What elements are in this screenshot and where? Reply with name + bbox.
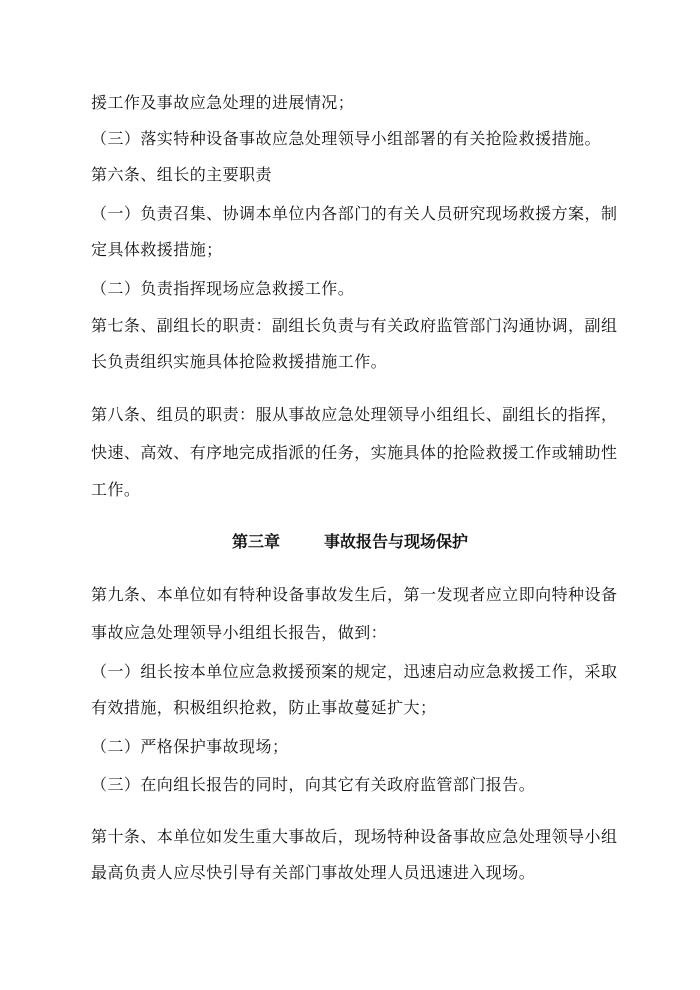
text-line: （二）负责指挥现场应急救援工作。 <box>91 279 355 298</box>
article-9-text: 第九条、本单位如有特种设备事故发生后，第一发现者应立即向特种设备 <box>91 585 618 604</box>
text-line: （二）严格保护事故现场； <box>91 737 289 756</box>
text-line: 定具体救援措施； <box>91 240 223 259</box>
text-line: （一）组长按本单位应急救援预案的规定，迅速启动应急救援工作，采取 <box>91 662 618 681</box>
text-line: 援工作及事故应急处理的进展情况； <box>91 93 355 112</box>
article-10-text: 第十条、本单位如发生重大事故后，现场特种设备事故应急处理领导小组 <box>91 827 618 846</box>
chapter-title: 事故报告与现场保护 <box>324 532 469 551</box>
article-8-text: 第八条、组员的职责：服从事故应急处理领导小组组长、副组长的指挥， <box>91 405 618 424</box>
text-line: 长负责组织实施具体抢险救援措施工作。 <box>91 352 388 371</box>
text-line: （一）负责召集、协调本单位内各部门的有关人员研究现场救援方案，制 <box>91 204 618 223</box>
chapter-number: 第三章 <box>231 532 280 551</box>
article-6-title: 第六条、组长的主要职责 <box>91 165 272 184</box>
article-7-text: 第七条、副组长的职责：副组长负责与有关政府监管部门沟通协调，副组 <box>91 316 618 335</box>
text-line: （三）落实特种设备事故应急处理领导小组部署的有关抢险救援措施。 <box>91 129 601 148</box>
text-line: 工作。 <box>91 480 141 499</box>
text-line: （三）在向组长报告的同时，向其它有关政府监管部门报告。 <box>91 775 536 794</box>
chapter-heading <box>0 532 700 552</box>
text-line: 最高负责人应尽快引导有关部门事故处理人员迅速进入现场。 <box>91 863 536 882</box>
text-line: 事故应急处理领导小组组长报告，做到： <box>91 623 388 642</box>
text-line: 快速、高效、有序地完成指派的任务，实施具体的抢险救援工作或辅助性 <box>91 443 618 462</box>
text-line: 有效措施，积极组织抢救，防止事故蔓延扩大； <box>91 698 437 717</box>
